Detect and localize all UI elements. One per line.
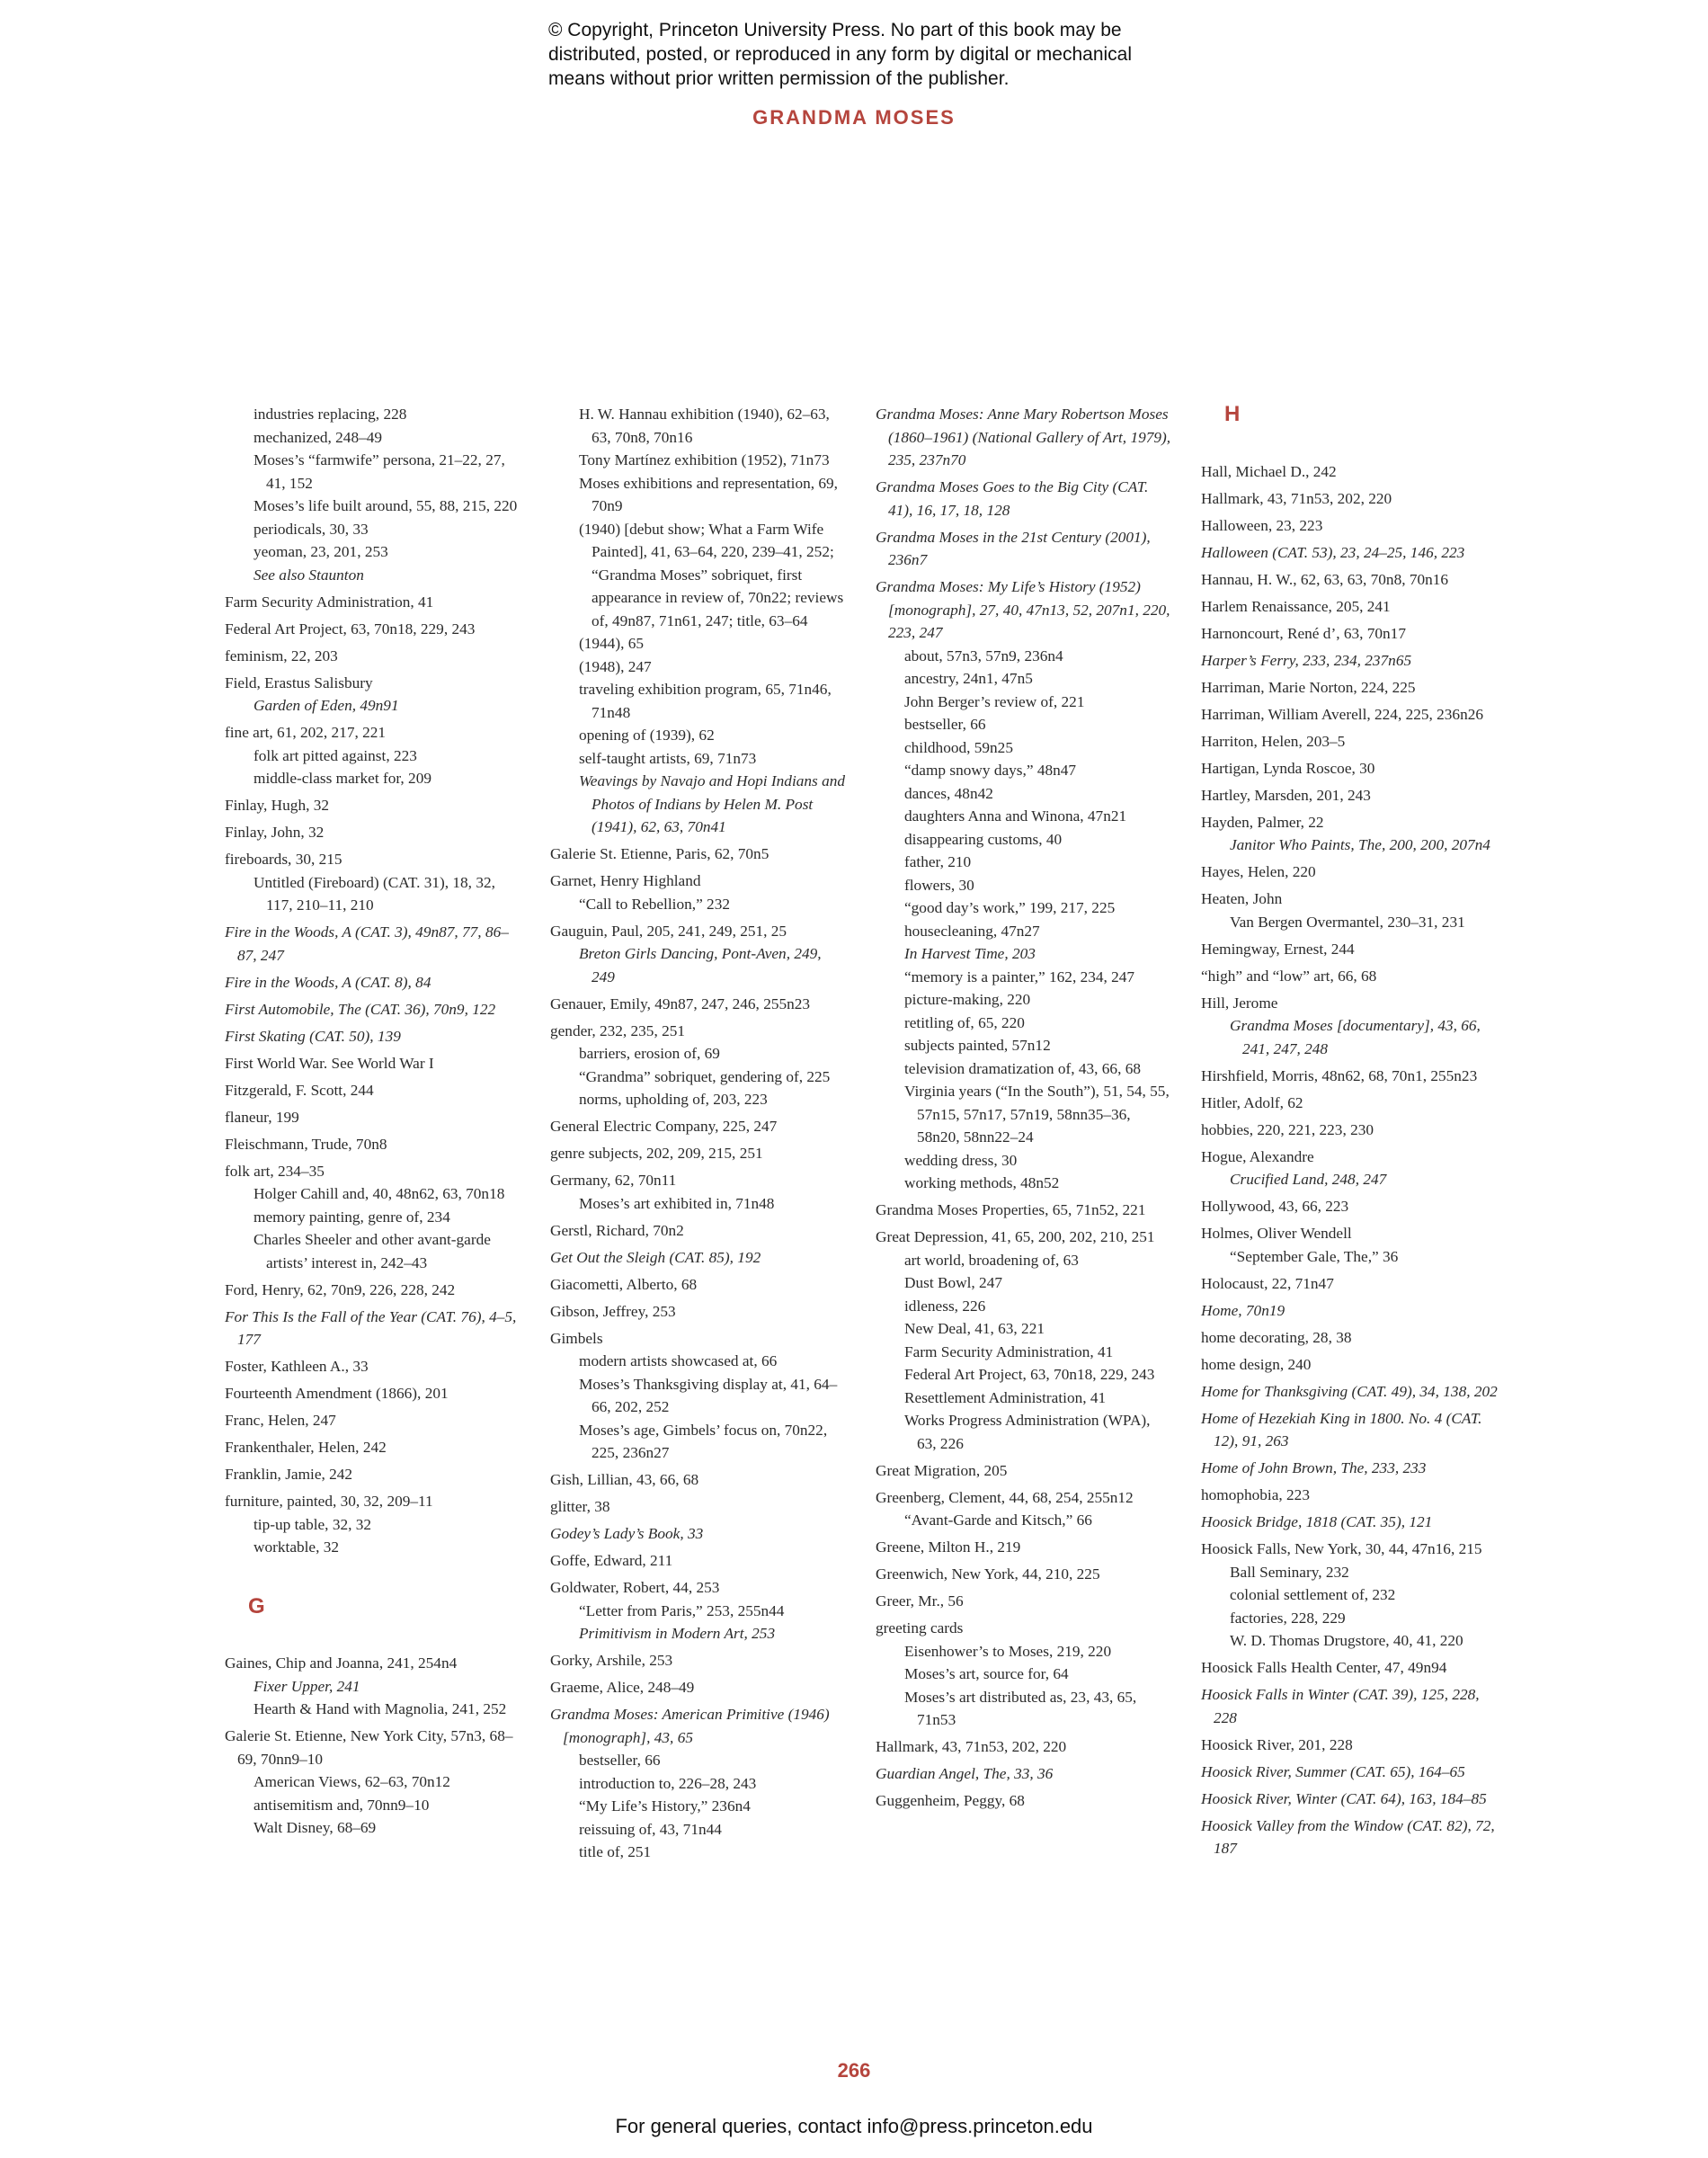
index-subsubentry: (1944), 65 <box>579 635 644 652</box>
index-subentry: Garden of Eden, 49n91 <box>254 697 399 714</box>
index-entry: Greer, Mr., 56 <box>876 1592 964 1610</box>
index-entry: Galerie St. Etienne, New York City, 57n3, 68–69, 70nn9–10 <box>225 1727 513 1768</box>
index-entry: Franklin, Jamie, 242 <box>225 1466 353 1483</box>
index-subentry: memory painting, genre of, 234 <box>254 1208 450 1226</box>
index-entry: fireboards, 30, 215 <box>225 851 342 868</box>
index-entry: Finlay, Hugh, 32 <box>225 797 330 814</box>
index-subentry: opening of (1939), 62 <box>579 727 715 744</box>
index-entry: Great Depression, 41, 65, 200, 202, 210, 251 <box>876 1228 1155 1245</box>
index-entry: Graeme, Alice, 248–49 <box>550 1679 695 1696</box>
index-entry: Harper’s Ferry, 233, 234, 237n65 <box>1201 651 1412 669</box>
index-subentry: Moses’s Thanksgiving display at, 41, 64–66, 202, 252 <box>579 1375 838 1415</box>
index-entry: genre subjects, 202, 209, 215, 251 <box>550 1145 763 1162</box>
index-entry: Hoosick River, 201, 228 <box>1201 1735 1353 1753</box>
index-subentry: worktable, 32 <box>254 1538 340 1556</box>
index-entry: fine art, 61, 202, 217, 221 <box>225 724 387 741</box>
index-subentry: dances, 48n42 <box>904 784 993 802</box>
index-column-3 <box>876 403 1172 1813</box>
index-subentry: television dramatization of, 43, 66, 68 <box>904 1059 1141 1077</box>
index-subentry: Charles Sheeler and other avant-garde artists’ interest in, 242–43 <box>254 1231 491 1271</box>
index-entry: Hartigan, Lynda Roscoe, 30 <box>1201 759 1375 777</box>
running-head: GRANDMA MOSES <box>752 106 956 129</box>
index-entry: Guggenheim, Peggy, 68 <box>876 1792 1025 1809</box>
index-entry: Harlem Renaissance, 205, 241 <box>1201 597 1391 615</box>
index-entry: Hitler, Adolf, 62 <box>1201 1093 1303 1111</box>
index-subentry: Tony Martínez exhibition (1952), 71n73 <box>579 451 830 468</box>
index-subentry: Moses’s age, Gimbels’ focus on, 70n22, 225, 236n27 <box>579 1421 828 1461</box>
index-entry: Holocaust, 22, 71n47 <box>1201 1274 1334 1292</box>
index-letter-heading-h: H <box>1224 402 1241 426</box>
index-entry: First Skating (CAT. 50), 139 <box>225 1027 401 1045</box>
index-subentry: daughters Anna and Winona, 47n21 <box>904 807 1127 825</box>
index-subentry: John Berger’s review of, 221 <box>904 692 1085 710</box>
copyright-line: © Copyright, Princeton University Press. No part of this book may be <box>548 20 1122 40</box>
index-entry: For This Is the Fall of the Year (CAT. 76), 4–5, 177 <box>225 1307 517 1348</box>
index-entry: Foster, Kathleen A., 33 <box>225 1358 369 1375</box>
index-entry: Get Out the Sleigh (CAT. 85), 192 <box>550 1248 761 1266</box>
index-subsubentry: traveling exhibition program, 65, 71n46, 71n48 <box>579 681 832 721</box>
copyright-line: distributed, posted, or reproduced in any form by digital or mechanical <box>548 44 1133 65</box>
index-subentry: Van Bergen Overmantel, 230–31, 231 <box>1230 913 1465 931</box>
index-entry: greeting cards <box>876 1619 964 1636</box>
index-subentry: Weavings by Navajo and Hopi Indians and Photos of Indians by Helen M. Post (1941), 62, 63, 70n41 <box>579 772 845 835</box>
index-entry: Halloween, 23, 223 <box>1201 516 1323 534</box>
index-subentry: picture-making, 220 <box>904 991 1031 1008</box>
index-subentry: middle-class market for, 209 <box>254 770 431 787</box>
index-subentry: art world, broadening of, 63 <box>904 1251 1079 1269</box>
index-subentry: title of, 251 <box>579 1843 652 1860</box>
index-entry: Gaines, Chip and Joanna, 241, 254n4 <box>225 1654 458 1672</box>
index-subentry: “damp snowy days,” 48n47 <box>904 762 1077 779</box>
page-number: 266 <box>837 2059 871 2082</box>
index-subentry: Breton Girls Dancing, Pont-Aven, 249, 249 <box>579 945 822 985</box>
index-subentry <box>239 564 521 587</box>
index-entry: Hill, Jerome <box>1201 994 1278 1012</box>
index-subentry: In Harvest Time, 203 <box>904 945 1036 962</box>
index-entry: Holmes, Oliver Wendell <box>1201 1225 1352 1242</box>
index-entry: Greenberg, Clement, 44, 68, 254, 255n12 <box>876 1488 1134 1506</box>
index-entry: Ford, Henry, 62, 70n9, 226, 228, 242 <box>225 1280 456 1298</box>
index-entry: Goffe, Edward, 211 <box>550 1552 673 1569</box>
index-subentry: Resettlement Administration, 41 <box>904 1388 1107 1406</box>
index-subentry: Walt Disney, 68–69 <box>254 1819 377 1836</box>
index-subentry: Untitled (Fireboard) (CAT. 31), 18, 32, 117, 210–11, 210 <box>254 873 495 914</box>
index-entry: Great Migration, 205 <box>876 1461 1008 1479</box>
index-entry: Hoosick Falls, New York, 30, 44, 47n16, 215 <box>1201 1540 1482 1557</box>
index-subentry: tip-up table, 32, 32 <box>254 1515 372 1533</box>
index-entry: Hoosick Falls Health Center, 47, 49n94 <box>1201 1659 1447 1676</box>
index-subentry: modern artists showcased at, 66 <box>579 1352 778 1369</box>
index-entry: Hannau, H. W., 62, 63, 63, 70n8, 70n16 <box>1201 570 1449 588</box>
index-subentry: Grandma Moses [documentary], 43, 66, 241, 247, 248 <box>1230 1017 1481 1057</box>
index-entry: Hallmark, 43, 71n53, 202, 220 <box>1201 489 1392 507</box>
index-subentry: Moses’s art distributed as, 23, 43, 65, 71n53 <box>904 1688 1137 1728</box>
index-subentry: Federal Art Project, 63, 70n18, 229, 243 <box>904 1366 1155 1383</box>
index-entry: Fleischmann, Trude, 70n8 <box>225 1135 387 1153</box>
index-subentry: about, 57n3, 57n9, 236n4 <box>904 647 1063 664</box>
index-entry: Fire in the Woods, A (CAT. 3), 49n87, 77, 86–87, 247 <box>225 923 509 964</box>
index-subentry: Moses’s art, source for, 64 <box>904 1665 1069 1682</box>
index-entry: Goldwater, Robert, 44, 253 <box>550 1579 720 1596</box>
index-entry: Hoosick River, Winter (CAT. 64), 163, 184–85 <box>1201 1789 1487 1807</box>
index-subentry: factories, 228, 229 <box>1230 1609 1346 1627</box>
index-subentry: wedding dress, 30 <box>904 1151 1018 1169</box>
index-entry: homophobia, 223 <box>1201 1486 1310 1503</box>
index-subentry: bestseller, 66 <box>579 1752 661 1769</box>
index-entry: Fire in the Woods, A (CAT. 8), 84 <box>225 973 431 991</box>
index-subentry: self-taught artists, 69, 71n73 <box>579 749 757 767</box>
index-subentry: father, 210 <box>904 853 972 870</box>
index-entry: Field, Erastus Salisbury <box>225 673 373 691</box>
index-entry: Hall, Michael D., 242 <box>1201 462 1337 480</box>
index-entry: Heaten, John <box>1201 890 1283 907</box>
index-entry: flaneur, 199 <box>225 1108 299 1126</box>
index-subentry: “Avant-Garde and Kitsch,” 66 <box>904 1511 1092 1529</box>
index-subentry: disappearing customs, 40 <box>904 830 1063 848</box>
index-entry: Gish, Lillian, 43, 66, 68 <box>550 1471 699 1488</box>
index-subentry: “My Life’s History,” 236n4 <box>579 1797 751 1815</box>
index-subentry: “memory is a painter,” 162, 234, 247 <box>904 968 1135 985</box>
index-entry: Gorky, Arshile, 253 <box>550 1652 673 1669</box>
index-entry: Grandma Moses: Anne Mary Robertson Moses (1860–1961) (National Gallery of Art, 1979), 235, 237n70 <box>876 406 1171 468</box>
index-subentry: Moses’s life built around, 55, 88, 215, 220 <box>254 497 518 514</box>
index-subentry: antisemitism and, 70nn9–10 <box>254 1796 430 1814</box>
index-entry: Godey’s Lady’s Book, 33 <box>550 1525 704 1542</box>
index-subentry: Moses’s art exhibited in, 71n48 <box>579 1194 775 1212</box>
index-entry: Farm Security Administration, 41 <box>225 593 434 611</box>
index-subentry: subjects painted, 57n12 <box>904 1037 1051 1054</box>
index-entry: Home for Thanksgiving (CAT. 49), 34, 138, 202 <box>1201 1382 1498 1400</box>
index-subentry: industries replacing, 228 <box>254 406 407 423</box>
index-entry: Grandma Moses Goes to the Big City (CAT. 41), 16, 17, 18, 128 <box>876 478 1149 519</box>
index-subentry: norms, upholding of, 203, 223 <box>579 1091 768 1108</box>
index-subentry: Holger Cahill and, 40, 48n62, 63, 70n18 <box>254 1185 505 1202</box>
index-subentry: Moses exhibitions and representation, 69, 70n9 <box>579 474 838 514</box>
index-entry: Hartley, Marsden, 201, 243 <box>1201 786 1371 804</box>
index-entry: glitter, 38 <box>550 1498 610 1515</box>
index-entry: Fourteenth Amendment (1866), 201 <box>225 1385 449 1402</box>
index-entry: Hoosick Bridge, 1818 (CAT. 35), 121 <box>1201 1513 1433 1530</box>
index-entry: Galerie St. Etienne, Paris, 62, 70n5 <box>550 845 769 862</box>
index-entry: First World War. See World War I <box>225 1054 434 1072</box>
index-letter-heading-g: G <box>248 1593 265 1618</box>
index-subsubentry: (1940) [debut show; What a Farm Wife Painted], 41, 63–64, 220, 239–41, 252; “Grandma Moses” sobriquet, first appearance in review of, 70n22; reviews of, 49n87, 71n61, 247; title, 63–64 <box>579 520 844 629</box>
index-subentry: colonial settlement of, 232 <box>1230 1586 1396 1603</box>
index-entry: Hirshfield, Morris, 48n62, 68, 70n1, 255n23 <box>1201 1066 1478 1084</box>
index-entry: Gibson, Jeffrey, 253 <box>550 1302 676 1320</box>
index-subentry: Works Progress Administration (WPA), 63, 226 <box>904 1412 1151 1452</box>
index-subentry: Ball Seminary, 232 <box>1230 1563 1349 1581</box>
index-subentry: barriers, erosion of, 69 <box>579 1045 720 1062</box>
index-subentry: reissuing of, 43, 71n44 <box>579 1820 722 1838</box>
index-subentry: introduction to, 226–28, 243 <box>579 1774 757 1792</box>
index-subentry: American Views, 62–63, 70n12 <box>254 1773 450 1790</box>
index-entry: First Automobile, The (CAT. 36), 70n9, 122 <box>225 1000 496 1018</box>
index-subentry: childhood, 59n25 <box>904 738 1013 756</box>
index-subentry: Dust Bowl, 247 <box>904 1274 1002 1291</box>
index-subsubentry: (1948), 247 <box>579 657 652 675</box>
index-subentry: retitling of, 65, 220 <box>904 1013 1025 1031</box>
index-entry: Hoosick Falls in Winter (CAT. 39), 125, 228, 228 <box>1201 1686 1480 1726</box>
index-entry: Finlay, John, 32 <box>225 824 325 841</box>
index-entry: Grandma Moses: My Life’s History (1952) [monograph], 27, 40, 47n13, 52, 207n1, 220, 223, 247 <box>876 578 1170 641</box>
index-entry: Home of Hezekiah King in 1800. No. 4 (CAT. 12), 91, 263 <box>1201 1409 1482 1449</box>
index-entry: Genauer, Emily, 49n87, 247, 246, 255n23 <box>550 994 811 1012</box>
index-entry: Harriton, Helen, 203–5 <box>1201 732 1346 750</box>
index-entry: Harriman, Marie Norton, 224, 225 <box>1201 678 1416 696</box>
index-subentry: Hearth & Hand with Magnolia, 241, 252 <box>254 1700 507 1717</box>
index-subentry: ancestry, 24n1, 47n5 <box>904 670 1033 687</box>
index-subentry: working methods, 48n52 <box>904 1174 1060 1191</box>
index-subentry: folk art pitted against, 223 <box>254 746 417 764</box>
index-entry: Grandma Moses Properties, 65, 71n52, 221 <box>876 1201 1146 1218</box>
index-subentry: New Deal, 41, 63, 221 <box>904 1320 1045 1337</box>
index-subentry: flowers, 30 <box>904 876 974 894</box>
index-subentry: Fixer Upper, 241 <box>254 1677 360 1695</box>
index-subentry: Primitivism in Modern Art, 253 <box>579 1625 776 1642</box>
index-entry: Harnoncourt, René d’, 63, 70n17 <box>1201 624 1406 642</box>
see-also: See also Staunton <box>254 566 364 584</box>
index-subentry: Eisenhower’s to Moses, 219, 220 <box>904 1642 1112 1660</box>
index-entry: Home of John Brown, The, 233, 233 <box>1201 1459 1427 1476</box>
index-subentry: H. W. Hannau exhibition (1940), 62–63, 63, 70n8, 70n16 <box>579 406 830 446</box>
index-entry: Fitzgerald, F. Scott, 244 <box>225 1081 374 1099</box>
index-subentry: W. D. Thomas Drugstore, 40, 41, 220 <box>1230 1632 1463 1649</box>
index-entry: furniture, painted, 30, 32, 209–11 <box>225 1493 433 1510</box>
copyright-notice <box>548 18 1232 91</box>
index-entry: Federal Art Project, 63, 70n18, 229, 243 <box>225 620 476 638</box>
index-entry: Hallmark, 43, 71n53, 202, 220 <box>876 1738 1067 1755</box>
index-entry: Greenwich, New York, 44, 210, 225 <box>876 1565 1100 1583</box>
index-entry: home design, 240 <box>1201 1355 1312 1373</box>
index-entry: Halloween (CAT. 53), 23, 24–25, 146, 223 <box>1201 543 1465 561</box>
index-entry: Harriman, William Averell, 224, 225, 236n26 <box>1201 705 1483 723</box>
index-subentry: Farm Security Administration, 41 <box>904 1342 1114 1360</box>
index-entry: Home, 70n19 <box>1201 1301 1285 1319</box>
index-subentry: “Grandma” sobriquet, gendering of, 225 <box>579 1067 831 1085</box>
index-column-4 <box>1201 403 1498 1860</box>
index-column-1 <box>225 403 521 1840</box>
index-entry: Gerstl, Richard, 70n2 <box>550 1221 684 1239</box>
index-entry: Franc, Helen, 247 <box>225 1412 336 1429</box>
index-entry: gender, 232, 235, 251 <box>550 1021 686 1039</box>
index-entry: Gauguin, Paul, 205, 241, 249, 251, 25 <box>550 922 787 940</box>
index-subentry: bestseller, 66 <box>904 716 986 733</box>
index-subentry: “Call to Rebellion,” 232 <box>579 895 730 913</box>
index-entry: hobbies, 220, 221, 223, 230 <box>1201 1120 1374 1138</box>
index-subentry: Moses’s “farmwife” persona, 21–22, 27, 41, 152 <box>254 451 505 492</box>
index-entry: General Electric Company, 225, 247 <box>550 1118 778 1135</box>
index-entry: Hayden, Palmer, 22 <box>1201 813 1324 831</box>
index-entry: Hoosick Valley from the Window (CAT. 82), 72, 187 <box>1201 1816 1495 1857</box>
index-subentry: “Letter from Paris,” 253, 255n44 <box>579 1601 785 1619</box>
index-entry: home decorating, 28, 38 <box>1201 1328 1352 1346</box>
index-entry: Hemingway, Ernest, 244 <box>1201 940 1355 958</box>
index-entry: Grandma Moses: American Primitive (1946) [monograph], 43, 65 <box>550 1706 830 1746</box>
index-subentry: periodicals, 30, 33 <box>254 520 369 538</box>
index-subentry: mechanized, 248–49 <box>254 428 383 446</box>
index-subentry: “good day’s work,” 199, 217, 225 <box>904 899 1116 916</box>
index-subentry: Virginia years (“In the South”), 51, 54, 55, 57n15, 57n17, 57n19, 58nn35–36, 58n20, 58nn22–24 <box>904 1083 1170 1146</box>
index-subentry: yeoman, 23, 201, 253 <box>254 543 388 560</box>
index-entry: Hoosick River, Summer (CAT. 65), 164–65 <box>1201 1762 1465 1780</box>
index-column-2 <box>550 403 847 1864</box>
index-entry: Hollywood, 43, 66, 223 <box>1201 1198 1349 1215</box>
index-entry: Garnet, Henry Highland <box>550 872 701 889</box>
index-entry: Giacometti, Alberto, 68 <box>550 1275 698 1293</box>
index-entry: Frankenthaler, Helen, 242 <box>225 1439 387 1456</box>
index-subentry: housecleaning, 47n27 <box>904 922 1040 940</box>
index-entry: Hayes, Helen, 220 <box>1201 863 1316 880</box>
footer-contact: For general queries, contact info@press.princeton.edu <box>615 2115 1093 2137</box>
index-subentry: “September Gale, The,” 36 <box>1230 1247 1399 1265</box>
index-entry: Hogue, Alexandre <box>1201 1147 1314 1165</box>
index-entry: Germany, 62, 70n11 <box>550 1172 677 1189</box>
index-entry: Guardian Angel, The, 33, 36 <box>876 1765 1054 1782</box>
index-subentry: idleness, 226 <box>904 1297 986 1315</box>
index-entry: Gimbels <box>550 1329 603 1347</box>
index-entry: Greene, Milton H., 219 <box>876 1538 1021 1556</box>
index-entry: Grandma Moses in the 21st Century (2001), 236n7 <box>876 528 1151 568</box>
index-entry: “high” and “low” art, 66, 68 <box>1201 967 1377 985</box>
copyright-line: means without prior written permission of the publisher. <box>548 68 1010 89</box>
index-subentry: Janitor Who Paints, The, 200, 200, 207n4 <box>1230 836 1490 853</box>
index-entry: feminism, 22, 203 <box>225 647 338 664</box>
index-entry: folk art, 234–35 <box>225 1162 325 1180</box>
index-subentry: Crucified Land, 248, 247 <box>1230 1171 1387 1188</box>
